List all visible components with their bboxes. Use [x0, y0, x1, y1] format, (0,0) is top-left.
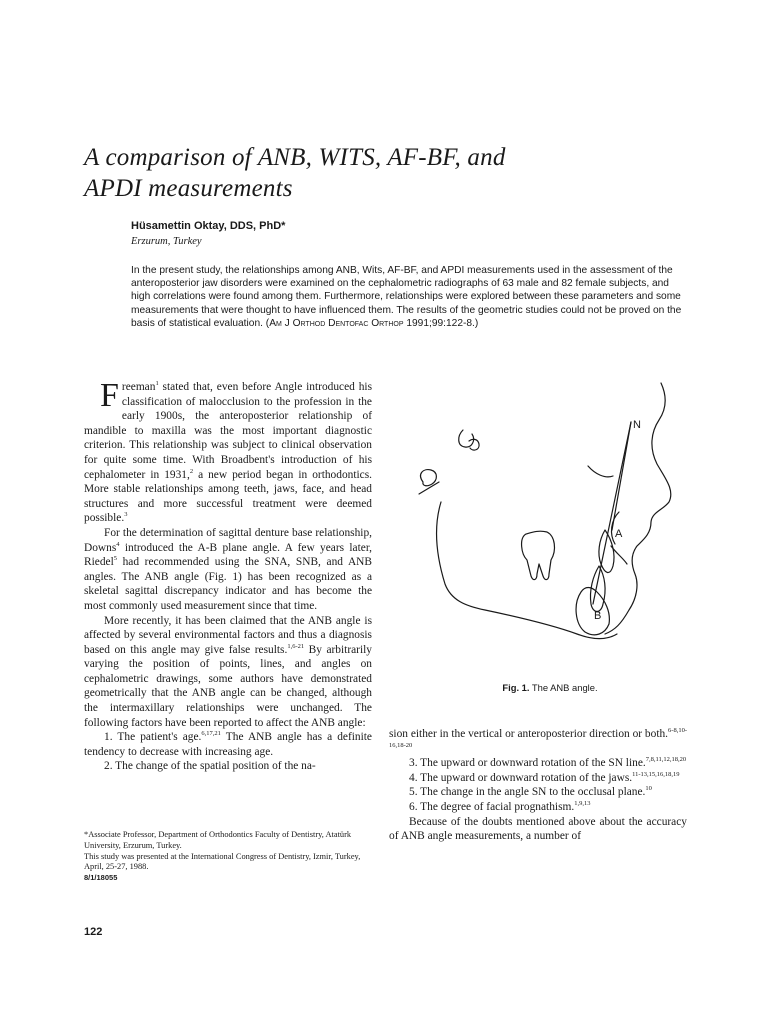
text-run: 5. The change in the angle SN to the occlusal plane.	[409, 786, 646, 799]
line-n-b	[593, 422, 631, 604]
title-line-2: APDI measurements	[84, 175, 293, 202]
paragraph	[84, 614, 372, 731]
abstract	[131, 264, 683, 330]
text-run: a new period began in orthodontics. More stable relationships among teeth, jaws, face, and head structures and more successful treatment were deemed possible.	[84, 468, 373, 525]
text-run: For the determination of sagittal denture base relationship, Downs	[84, 526, 372, 554]
citation-ref: 1	[155, 380, 159, 387]
list-item	[84, 759, 372, 774]
caption-text: The ANB angle.	[529, 682, 598, 693]
citation-ref: 3	[124, 511, 128, 519]
citation-ref: 6,17,21	[201, 730, 221, 738]
caption-label: Fig. 1.	[502, 682, 530, 693]
citation-ref: 1,6-21	[287, 642, 305, 650]
text-run: 2. The change of the spatial position of the na-	[104, 760, 316, 773]
article-title	[84, 142, 684, 204]
label-b: B	[594, 610, 602, 622]
list-item	[389, 785, 687, 800]
citation-ref: 1,9,13	[574, 799, 591, 807]
label-a: A	[615, 528, 623, 540]
cephalometric-drawing	[405, 378, 695, 658]
figure-caption	[405, 682, 695, 693]
text-run: 6. The degree of facial prognathism.	[409, 800, 575, 813]
author-affiliation: Erzurum, Turkey	[131, 236, 202, 247]
list-item	[389, 756, 687, 771]
citation-ref: 4	[116, 540, 120, 548]
abstract-citation: (Am J Orthod Dentofac Orthop 1991;99:122-8.)	[265, 317, 479, 329]
footnote-id: 8/1/18055	[84, 873, 118, 883]
page-number: 122	[84, 926, 103, 938]
porion-tick	[419, 482, 439, 494]
text-run: More recently, it has been claimed that the ANB angle is affected by several environmental factors and thus a diagnosis based on this angle may give false results.	[84, 614, 372, 656]
citation-ref: 5	[113, 555, 117, 563]
citation-ref: 11-13,15,16,18,19	[632, 770, 680, 778]
paragraph	[84, 377, 373, 526]
text-run: reeman	[121, 381, 156, 393]
figure-cephalometric-tracing	[405, 378, 695, 658]
citation-ref: 7,8,11,12,18,20	[645, 756, 687, 764]
porion-mark	[421, 470, 437, 486]
footnotes	[84, 830, 374, 884]
list-item	[84, 730, 372, 759]
paragraph	[389, 727, 687, 756]
text-run: sion either in the vertical or anteroposterior direction or both.	[389, 728, 669, 740]
body-column-right	[389, 727, 687, 844]
citation-ref: 2	[189, 467, 194, 475]
text-run: introduced the A-B plane angle. A few years later, Riedel	[84, 541, 372, 569]
text-run: had recommended using the SNA, SNB, and ANB angles. The ANB angle (Fig. 1) has been recognized as a skeletal sagittal discrepancy indicator and has become the most commonly used measurement since that time.	[84, 556, 372, 612]
text-run: 1. The patient's age.	[104, 731, 202, 744]
body-column-left	[84, 377, 373, 774]
text-run: stated that, even before Angle introduced his classification of malocclusion to the profession in the early 1900s, the anteroposterior relationship of mandible to maxilla was the most important diagnostic criterion. This relationship was subject to clinical observation for quite some time. With Broadbent's introduction of his cephalometer in 1931,	[84, 381, 372, 481]
footnote-presentation: This study was presented at the International Congress of Dentistry, Izmir, Turkey, April, 25-27, 1988.	[84, 851, 361, 872]
molar-tooth	[522, 531, 555, 579]
text-run: 3. The upward or downward rotation of the SN line.	[409, 757, 646, 770]
list-item	[389, 800, 687, 815]
text-run: The ANB angle has a definite tendency to decrease with increasing age.	[84, 731, 372, 758]
orbit-curve	[588, 466, 613, 477]
text-run: 4. The upward or downward rotation of the jaws.	[409, 771, 633, 784]
label-n: N	[633, 419, 641, 431]
footnote-affiliation: *Associate Professor, Department of Orthodontics Faculty of Dentistry, Atatürk University, Erzurum, Turkey.	[84, 830, 352, 850]
text-run: Because of the doubts mentioned above about the accuracy of ANB angle measurements, a number of	[389, 815, 687, 843]
citation-ref: 10	[645, 785, 652, 793]
citation-ref: 6-8,10-16,18-20	[389, 727, 687, 749]
paragraph	[84, 526, 372, 614]
text-run: By arbitrarily varying the position of points, lines, and angles on cephalometric drawings, some authors have demonstrated geometrically that the ANB angle can be changed, although the intermaxillary relationships were unchanged. The following factors have been reported to affect the ANB angle:	[84, 643, 372, 729]
mandible-outline	[437, 502, 617, 639]
title-line-1: A comparison of ANB, WITS, AF-BF, and	[84, 144, 506, 171]
paragraph	[389, 815, 687, 844]
drop-cap: F	[100, 377, 119, 414]
sella-mark	[459, 430, 479, 450]
list-item	[389, 771, 687, 786]
abstract-text: In the present study, the relationships among ANB, Wits, AF-BF, and APDI measurements used in the assessment of the anteroposterior jaw disorders were examined on the cephalometric radiographs of 63 male and 82 female subjects, and high correlations were found among them. Furthermore, relationships were explored between these parameters and some measurements that were thought to have influenced them. The results of the geometric studies could not be proved on the basis of statistical evaluation.	[131, 265, 682, 329]
author-name: Hüsamettin Oktay, DDS, PhD*	[131, 220, 286, 232]
